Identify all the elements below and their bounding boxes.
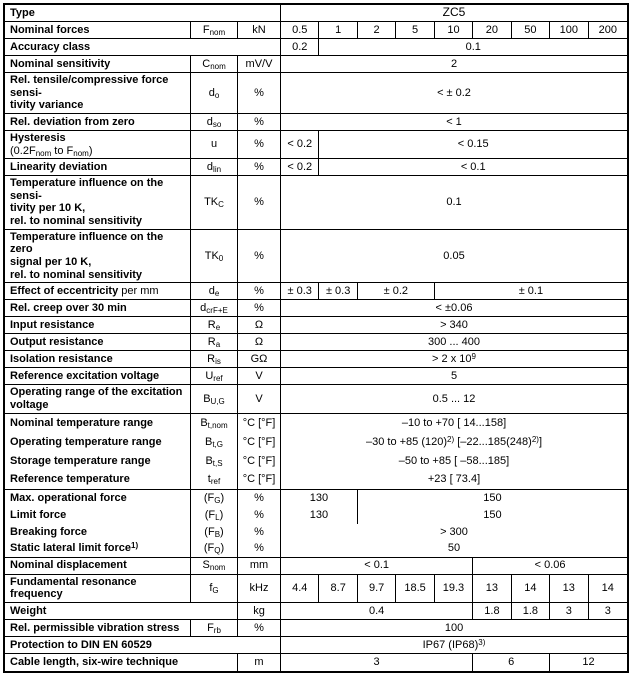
spec-unit: % <box>238 620 281 637</box>
spec-parameter-label: Reference excitation voltage <box>5 368 191 385</box>
spec-unit: % <box>238 490 281 507</box>
spec-value: 50 <box>512 22 550 39</box>
table-row <box>5 39 627 56</box>
table-row <box>5 5 627 22</box>
spec-unit: % <box>238 283 281 300</box>
table-row <box>5 414 627 433</box>
table-row <box>5 176 627 230</box>
spec-symbol: $F_{rb}$ <box>191 620 238 637</box>
spec-value: IP67 $(IP68)^{3)}$ <box>281 637 627 654</box>
spec-parameter-label: Accuracy class <box>5 39 281 56</box>
spec-value: 14 <box>589 575 627 603</box>
spec-unit: % <box>238 230 281 284</box>
spec-symbol: $TK_0$ <box>191 230 238 284</box>
spec-parameter-label: Nominal sensitivity <box>5 56 191 73</box>
spec-parameter-label: Effect of eccentricity per mm <box>5 283 191 300</box>
spec-symbol: $R_e$ <box>191 317 238 334</box>
spec-value: 13 <box>550 575 588 603</box>
spec-value: > 2 x $10^9$ <box>281 351 627 368</box>
spec-parameter-label: Cable length, six-wire technique <box>5 654 238 671</box>
spec-table-body <box>5 5 627 671</box>
spec-symbol: $B_{t,S}$ <box>191 452 238 471</box>
spec-symbol: $(F_B)$ <box>191 524 238 541</box>
spec-value: 3 <box>281 654 473 671</box>
spec-value: 13 <box>473 575 511 603</box>
spec-value: –50 to +85 [ –58...185] <box>398 454 510 467</box>
spec-value: 19.3 <box>435 575 473 603</box>
spec-unit: % <box>238 524 281 541</box>
spec-value: 300 ... 400 <box>281 334 627 351</box>
spec-symbol: $B_{t,G}$ <box>191 433 238 452</box>
spec-value: 8.7 <box>319 575 357 603</box>
spec-unit: % <box>238 176 281 230</box>
spec-parameter-label: Rel. permissible vibration stress <box>5 620 191 637</box>
spec-unit: °C [°F] <box>238 452 281 471</box>
spec-symbol: $d_{so}$ <box>191 114 238 131</box>
spec-parameter-label: Temperature influence on the sensi- tivity per 10 K, rel. to nominal sensitivity <box>5 176 191 230</box>
spec-parameter-label: Nominal displacement <box>5 558 191 575</box>
spec-value: 3 <box>550 603 588 620</box>
spec-value: 5 <box>281 368 627 385</box>
table-row <box>5 368 627 385</box>
spec-parameter-label: Nominal temperature range <box>5 414 191 433</box>
spec-value: < 0.2 <box>281 131 319 159</box>
spec-value: 14 <box>512 575 550 603</box>
spec-unit: kN <box>238 22 281 39</box>
spec-symbol: $F_{nom}$ <box>191 22 238 39</box>
table-row <box>5 334 627 351</box>
spec-value: 150 <box>483 491 502 504</box>
spec-parameter-label: Temperature influence on the zero signal per 10 K, rel. to nominal sensitivity <box>5 230 191 284</box>
spec-value: ZC5 <box>281 5 627 22</box>
spec-value: 0.5 <box>281 22 319 39</box>
spec-symbol: $B_{t,nom}$ <box>191 414 238 433</box>
spec-unit: mV/V <box>238 56 281 73</box>
spec-value: 2 <box>281 56 627 73</box>
spec-value: < ± 0.2 <box>281 73 627 114</box>
spec-value: 0.1 <box>319 39 627 56</box>
spec-value: < ±0.06 <box>281 300 627 317</box>
spec-unit: °C [°F] <box>238 414 281 433</box>
spec-value: 50 <box>281 541 627 558</box>
spec-table <box>3 3 629 673</box>
table-row <box>5 541 627 558</box>
spec-parameter-label: Weight <box>5 603 238 620</box>
table-row <box>5 490 627 507</box>
spec-value: > 300 <box>440 525 468 538</box>
spec-parameter-label: Max. operational force <box>5 490 191 507</box>
spec-unit: % <box>238 541 281 558</box>
spec-symbol: $C_{nom}$ <box>191 56 238 73</box>
spec-unit: GΩ <box>238 351 281 368</box>
spec-symbol: $d_{crF+E}$ <box>191 300 238 317</box>
spec-value: 3 <box>589 603 627 620</box>
spec-value: 2 <box>358 22 396 39</box>
spec-unit: V <box>238 385 281 413</box>
spec-value: 0.5 ... 12 <box>281 385 627 413</box>
spec-parameter-label: Rel. creep over 30 min <box>5 300 191 317</box>
spec-unit: % <box>238 300 281 317</box>
spec-unit: °C [°F] <box>238 433 281 452</box>
table-row <box>5 114 627 131</box>
spec-parameter-label: Operating temperature range <box>5 433 191 452</box>
spec-symbol: $B_{U,G}$ <box>191 385 238 413</box>
spec-value: –10 to +70 [ 14...158] <box>401 416 507 429</box>
spec-symbol: u <box>191 131 238 159</box>
spec-unit: V <box>238 368 281 385</box>
spec-parameter-label: Input resistance <box>5 317 191 334</box>
spec-value: 130 <box>281 490 358 507</box>
spec-value: < 0.06 <box>473 558 627 575</box>
spec-value: 100 <box>281 620 627 637</box>
spec-unit: % <box>238 159 281 176</box>
spec-value: < 0.1 <box>281 558 473 575</box>
spec-value: < 0.1 <box>319 159 627 176</box>
spec-value: ± 0.2 <box>358 283 435 300</box>
spec-value: 6 <box>473 654 550 671</box>
spec-symbol: $TK_C$ <box>191 176 238 230</box>
table-row <box>5 620 627 637</box>
spec-symbol: $R_a$ <box>191 334 238 351</box>
spec-value: 0.1 <box>281 176 627 230</box>
table-row <box>5 524 627 541</box>
spec-parameter-label: Fundamental resonance frequency <box>5 575 191 603</box>
table-row <box>5 452 627 471</box>
spec-unit: mm <box>238 558 281 575</box>
spec-value: < 1 <box>281 114 627 131</box>
spec-value: 1.8 <box>512 603 550 620</box>
table-row <box>5 558 627 575</box>
spec-value: 5 <box>396 22 434 39</box>
spec-unit: % <box>238 507 281 524</box>
spec-value: 20 <box>473 22 511 39</box>
spec-unit: % <box>238 131 281 159</box>
table-row <box>5 317 627 334</box>
spec-value: < 0.15 <box>319 131 627 159</box>
spec-symbol: $(F_G)$ <box>191 490 238 507</box>
spec-parameter-label: Static lateral limit force$^{1)}$ <box>5 541 191 558</box>
spec-unit: Ω <box>238 317 281 334</box>
spec-unit: Ω <box>238 334 281 351</box>
table-row <box>5 283 627 300</box>
table-row <box>5 385 627 413</box>
spec-unit: m <box>238 654 281 671</box>
spec-unit: % <box>238 114 281 131</box>
table-row <box>5 56 627 73</box>
spec-symbol: $U_{ref}$ <box>191 368 238 385</box>
spec-value: 0.4 <box>281 603 473 620</box>
spec-parameter-label: Storage temperature range <box>5 452 191 471</box>
spec-value: ± 0.1 <box>435 283 627 300</box>
spec-value: < 0.2 <box>281 159 319 176</box>
table-row <box>5 471 627 490</box>
spec-parameter-label: Protection to DIN EN 60529 <box>5 637 281 654</box>
spec-parameter-label: Isolation resistance <box>5 351 191 368</box>
spec-value: 0.2 <box>281 39 319 56</box>
table-row <box>5 131 627 159</box>
spec-value: 1.8 <box>473 603 511 620</box>
spec-parameter-label: Operating range of the excitation voltage <box>5 385 191 413</box>
spec-value: 0.05 <box>281 230 627 284</box>
spec-symbol: $d_o$ <box>191 73 238 114</box>
spec-parameter-label: Hysteresis ($0.2F_{nom}$ to $F_{nom}$) <box>5 131 191 159</box>
spec-parameter-label: Rel. tensile/compressive force sensi- tivity variance <box>5 73 191 114</box>
spec-symbol: $d_e$ <box>191 283 238 300</box>
spec-symbol: $d_{lin}$ <box>191 159 238 176</box>
spec-parameter-label: Breaking force <box>5 524 191 541</box>
spec-symbol: $t_{ref}$ <box>191 471 238 490</box>
spec-value: 12 <box>582 656 595 669</box>
spec-symbol: $S_{nom}$ <box>191 558 238 575</box>
spec-parameter-label: Nominal forces <box>5 22 191 39</box>
table-row <box>5 433 627 452</box>
spec-value: +23 [ 73.4] <box>281 471 627 490</box>
spec-value: 150 <box>483 508 502 521</box>
spec-value: > 340 <box>281 317 627 334</box>
spec-unit: kHz <box>238 575 281 603</box>
spec-unit: kg <box>238 603 281 620</box>
table-row <box>5 575 627 603</box>
spec-value: –30 to +85 $(120)^{2)}$ $[-22...185(248)^{2)}]$ <box>365 434 543 448</box>
spec-parameter-label: Linearity deviation <box>5 159 191 176</box>
table-row <box>5 351 627 368</box>
table-row <box>5 300 627 317</box>
spec-value: 10 <box>435 22 473 39</box>
spec-value: 100 <box>550 22 588 39</box>
table-row <box>5 230 627 284</box>
table-row <box>5 603 627 620</box>
spec-parameter-label: Limit force <box>5 507 191 524</box>
spec-value: ± 0.3 <box>281 283 319 300</box>
spec-value: 200 <box>589 22 627 39</box>
spec-parameter-label: Output resistance <box>5 334 191 351</box>
table-row <box>5 654 627 671</box>
spec-parameter-label: Type <box>5 5 281 22</box>
spec-value: 18.5 <box>396 575 434 603</box>
spec-value: 9.7 <box>358 575 396 603</box>
table-row <box>5 22 627 39</box>
spec-value: 4.4 <box>281 575 319 603</box>
spec-value: 1 <box>319 22 357 39</box>
spec-symbol: $(F_Q)$ <box>191 541 238 558</box>
spec-value: ± 0.3 <box>319 283 357 300</box>
table-row <box>5 159 627 176</box>
spec-unit: °C [°F] <box>238 471 281 490</box>
spec-parameter-label: Reference temperature <box>5 471 191 490</box>
spec-symbol: $R_{is}$ <box>191 351 238 368</box>
table-row <box>5 73 627 114</box>
spec-symbol: $f_G$ <box>191 575 238 603</box>
spec-symbol: $(F_L)$ <box>191 507 238 524</box>
table-row <box>5 637 627 654</box>
spec-parameter-label: Rel. deviation from zero <box>5 114 191 131</box>
spec-value: 130 <box>281 507 358 524</box>
table-row <box>5 507 627 524</box>
spec-unit: % <box>238 73 281 114</box>
